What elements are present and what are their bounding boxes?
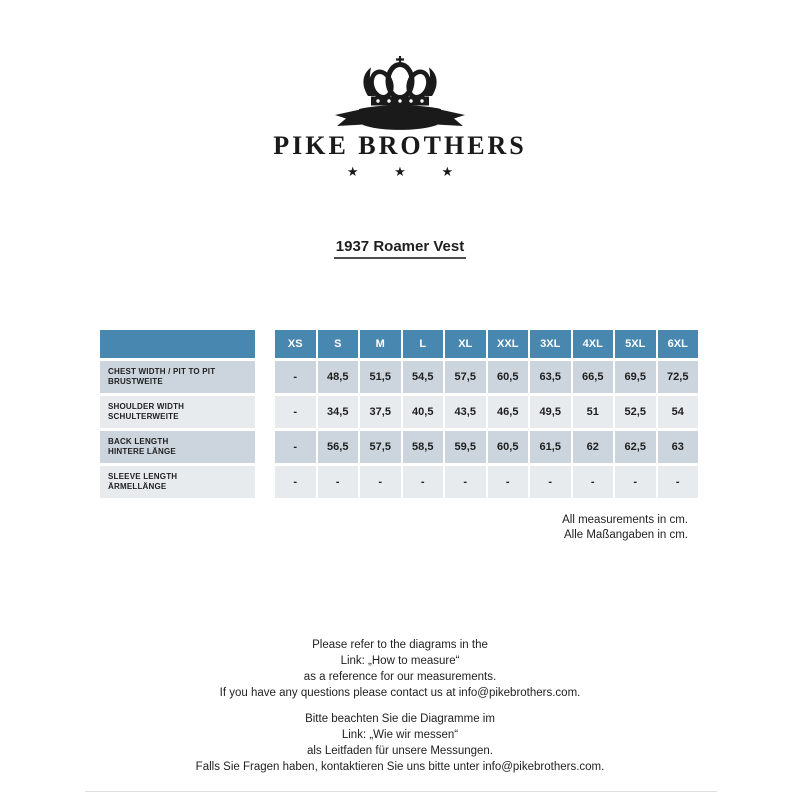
size-header-cell: 6XL xyxy=(658,330,699,358)
value-cell: 54 xyxy=(658,396,699,428)
note-line-en: All measurements in cm. xyxy=(562,514,688,526)
bottom-rule xyxy=(85,791,717,792)
row-label-de: ÄRMELLÄNGE xyxy=(108,482,167,491)
footer-line: Bitte beachten Sie die Diagramme im xyxy=(305,713,495,725)
table-header-row xyxy=(100,330,702,358)
value-cell: - xyxy=(275,396,316,428)
row-label-de: SCHULTERWEITE xyxy=(108,412,179,421)
value-cell: - xyxy=(318,466,359,498)
size-header-cell: 5XL xyxy=(615,330,656,358)
value-cell: - xyxy=(530,466,571,498)
value-cell: - xyxy=(360,466,401,498)
value-cell: 60,5 xyxy=(488,361,529,393)
row-label-de: BRUSTWEITE xyxy=(108,377,163,386)
logo xyxy=(0,54,800,180)
size-header-cell: 4XL xyxy=(573,330,614,358)
value-cell: 72,5 xyxy=(658,361,699,393)
value-cell: 56,5 xyxy=(318,431,359,463)
table-corner-cell xyxy=(100,330,255,358)
value-cell: - xyxy=(615,466,656,498)
value-cell: 60,5 xyxy=(488,431,529,463)
size-header-cell: S xyxy=(318,330,359,358)
value-cell: 62,5 xyxy=(615,431,656,463)
value-cell: 54,5 xyxy=(403,361,444,393)
value-cell: - xyxy=(573,466,614,498)
value-cell: 57,5 xyxy=(360,431,401,463)
value-cell: 58,5 xyxy=(403,431,444,463)
size-header-cell: XXL xyxy=(488,330,529,358)
title-wrap xyxy=(0,238,800,259)
value-cell: 52,5 xyxy=(615,396,656,428)
value-cell: - xyxy=(488,466,529,498)
value-cell: 63,5 xyxy=(530,361,571,393)
value-cell: 43,5 xyxy=(445,396,486,428)
value-cell: 69,5 xyxy=(615,361,656,393)
footer-line: Please refer to the diagrams in the xyxy=(312,639,488,651)
size-header-cell: XS xyxy=(275,330,316,358)
value-cell: - xyxy=(658,466,699,498)
value-cell: - xyxy=(275,466,316,498)
size-header-cell: M xyxy=(360,330,401,358)
value-cell: 40,5 xyxy=(403,396,444,428)
ribbon-banner-icon xyxy=(335,105,465,130)
value-cell: - xyxy=(403,466,444,498)
value-cell: 37,5 xyxy=(360,396,401,428)
value-cell: 61,5 xyxy=(530,431,571,463)
value-cell: 62 xyxy=(573,431,614,463)
value-cell: - xyxy=(275,361,316,393)
footer-line: Link: „How to measure“ xyxy=(340,655,460,667)
table-row xyxy=(100,431,702,463)
table-row xyxy=(100,396,702,428)
row-label-de: HINTERE LÄNGE xyxy=(108,447,176,456)
table-row xyxy=(100,361,702,393)
row-label-cell xyxy=(100,466,255,498)
row-label-en: CHEST WIDTH / PIT TO PIT xyxy=(108,367,216,376)
footer-de xyxy=(0,711,800,775)
value-cell: 59,5 xyxy=(445,431,486,463)
star-icons: ★ ★ ★ xyxy=(346,164,470,179)
value-cell: 48,5 xyxy=(318,361,359,393)
row-label-en: SHOULDER WIDTH xyxy=(108,402,185,411)
value-cell: 34,5 xyxy=(318,396,359,428)
value-cell: 63 xyxy=(658,431,699,463)
size-header-cell: 3XL xyxy=(530,330,571,358)
row-label-en: SLEEVE LENGTH xyxy=(108,472,178,481)
value-cell: 49,5 xyxy=(530,396,571,428)
measurements-note xyxy=(562,513,688,543)
brand-name: PIKE BROTHERS xyxy=(273,131,527,160)
page-title: 1937 Roamer Vest xyxy=(334,238,466,259)
value-cell: 51,5 xyxy=(360,361,401,393)
value-cell: 57,5 xyxy=(445,361,486,393)
table-row xyxy=(100,466,702,498)
value-cell: 46,5 xyxy=(488,396,529,428)
crown-icon xyxy=(325,54,475,130)
row-label-cell xyxy=(100,396,255,428)
size-table xyxy=(100,330,702,501)
note-line-de: Alle Maßangaben in cm. xyxy=(563,529,688,541)
footer-line: als Leitfaden für unsere Messungen. xyxy=(306,745,494,757)
value-cell: - xyxy=(275,431,316,463)
value-cell: 66,5 xyxy=(573,361,614,393)
footer-line: Link: „Wie wir messen“ xyxy=(341,729,459,741)
row-label-cell xyxy=(100,431,255,463)
footer-en xyxy=(0,637,800,701)
row-label-cell xyxy=(100,361,255,393)
value-cell: - xyxy=(445,466,486,498)
size-header-cell: L xyxy=(403,330,444,358)
footer-line: If you have any questions please contact us at info@pikebrothers.com. xyxy=(219,687,581,699)
row-label-en: BACK LENGTH xyxy=(108,437,169,446)
footer-line: Falls Sie Fragen haben, kontaktieren Sie uns bitte unter info@pikebrothers.com. xyxy=(195,761,605,773)
size-header-cell: XL xyxy=(445,330,486,358)
footer-line: as a reference for our measurements. xyxy=(303,671,497,683)
value-cell: 51 xyxy=(573,396,614,428)
